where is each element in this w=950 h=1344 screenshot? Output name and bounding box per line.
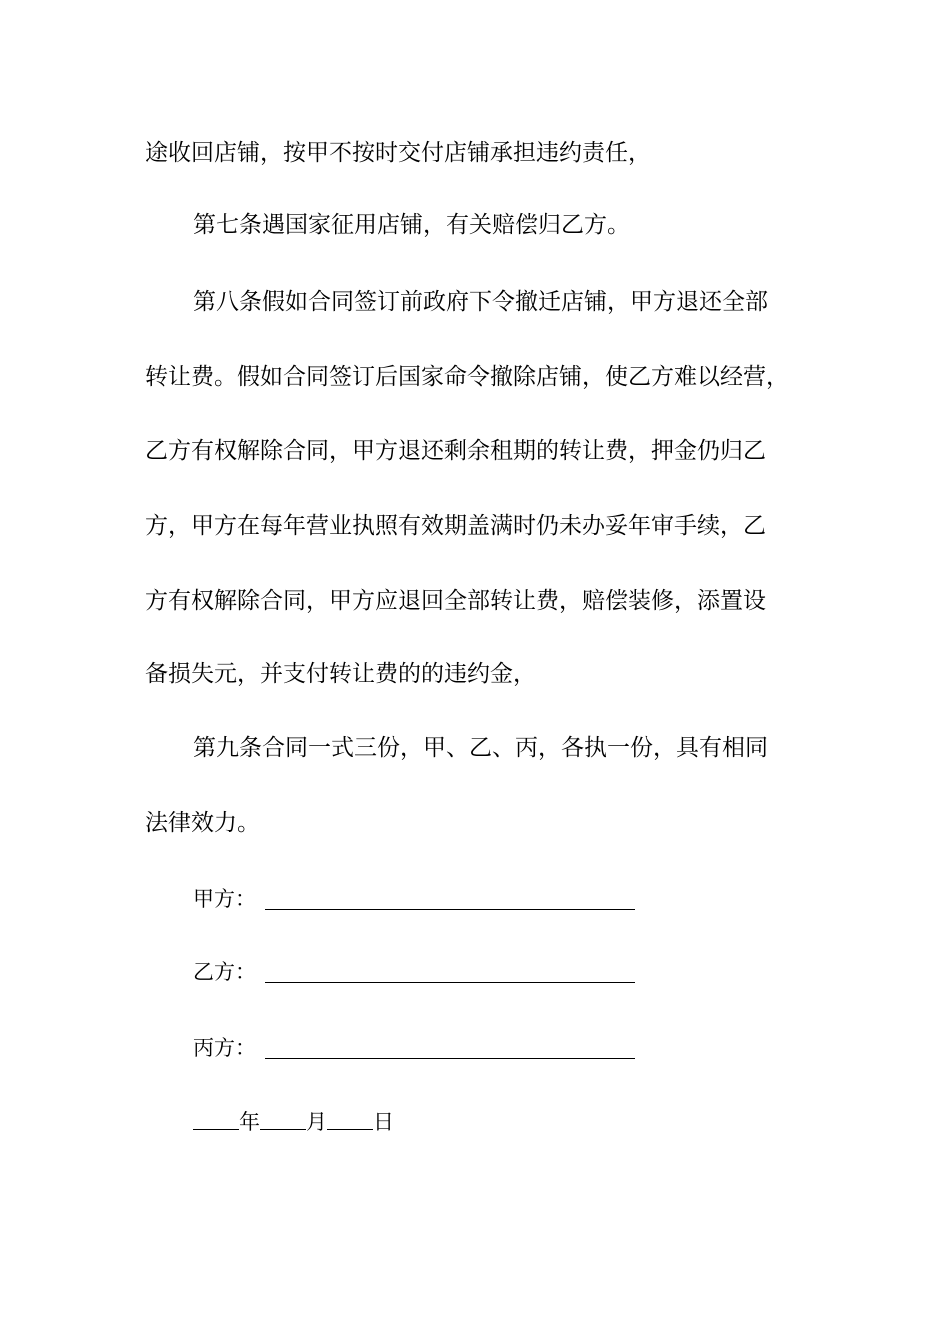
day-label: 日 xyxy=(373,1110,394,1134)
article-eight-line-1: 第八条假如合同签订前政府下令撤迁店铺，甲方退还全部 xyxy=(193,289,768,315)
article-eight-line-3: 乙方有权解除合同，甲方退还剩余租期的转让费，押金仍归乙 xyxy=(145,438,766,464)
article-nine-line-2: 法律效力。 xyxy=(145,810,260,836)
article-seven: 第七条遇国家征用店铺，有关赔偿归乙方。 xyxy=(193,212,630,238)
article-nine-line-1: 第九条合同一式三份，甲、乙、丙，各执一份，具有相同 xyxy=(193,735,768,761)
party-a-label: 甲方： xyxy=(193,887,256,911)
party-a-signature-line[interactable] xyxy=(265,909,635,910)
article-eight-line-6: 备损失元，并支付转让费的的违约金， xyxy=(145,661,536,687)
signature-party-b xyxy=(193,957,643,987)
article-eight-line-5: 方有权解除合同，甲方应退回全部转让费，赔偿装修，添置设 xyxy=(145,588,766,614)
party-b-signature-line[interactable] xyxy=(265,982,635,983)
year-blank[interactable] xyxy=(193,1107,239,1130)
month-blank[interactable] xyxy=(260,1107,306,1130)
signature-party-a xyxy=(193,884,643,914)
month-label: 月 xyxy=(306,1110,327,1134)
article-eight-line-4: 方，甲方在每年营业执照有效期盖满时仍未办妥年审手续，乙 xyxy=(145,513,766,539)
party-c-label: 丙方： xyxy=(193,1036,256,1060)
party-c-signature-line[interactable] xyxy=(265,1058,635,1059)
paragraph-line: 途收回店铺，按甲不按时交付店铺承担违约责任， xyxy=(145,140,651,166)
day-blank[interactable] xyxy=(327,1107,373,1130)
article-eight-line-2: 转让费。假如合同签订后国家命令撤除店铺，使乙方难以经营， xyxy=(145,364,789,390)
signature-party-c xyxy=(193,1033,643,1063)
party-b-label: 乙方： xyxy=(193,960,256,984)
year-label: 年 xyxy=(239,1110,260,1134)
date-row xyxy=(193,1107,453,1137)
